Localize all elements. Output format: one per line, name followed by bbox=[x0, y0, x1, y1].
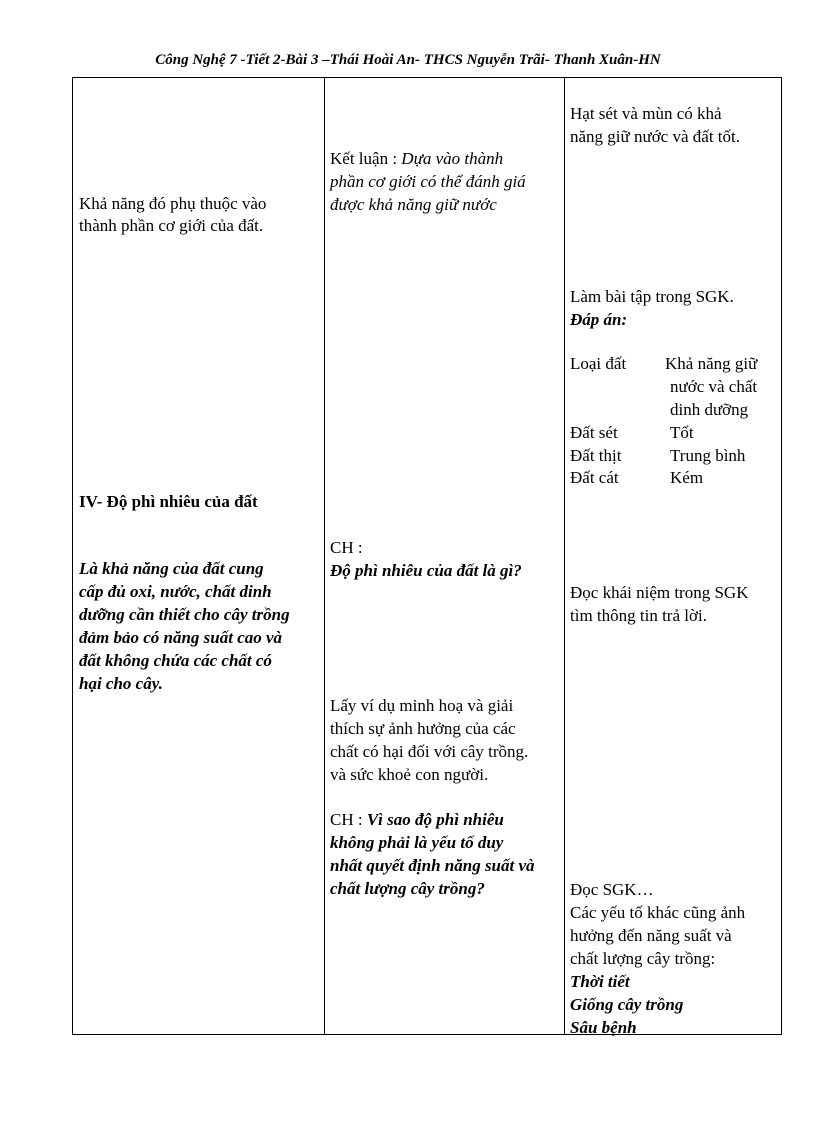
example-line-4: và sức khoẻ con người. bbox=[330, 765, 489, 784]
factors-line-3: chất lượng cây trồng: bbox=[570, 949, 716, 968]
clay-text-line-1: Hạt sét và mùn có khả bbox=[570, 104, 722, 123]
conclusion-line-2: phần cơ giới có thể đánh giá bbox=[330, 172, 526, 191]
example-line-3: chất có hại đối với cây trồng. bbox=[330, 742, 529, 761]
factor-weather: Thời tiết bbox=[570, 972, 630, 991]
example-line-1: Lấy ví dụ minh hoạ và giải bbox=[330, 696, 514, 715]
read-concept-line-1: Đọc khái niệm trong SGK bbox=[570, 583, 749, 602]
capacity-header-line-1: Khả năng giữ bbox=[665, 354, 758, 373]
soil-name-2: Đất thịt bbox=[570, 446, 622, 465]
column-divider-2 bbox=[564, 78, 565, 1034]
definition-line-4: đảm bảo có năng suất cao và bbox=[79, 628, 283, 647]
definition-line-3: dưỡng cần thiết cho cây trồng bbox=[79, 605, 290, 624]
factors-line-1: Các yếu tố khác cũng ảnh bbox=[570, 903, 746, 922]
question-1-text: Độ phì nhiêu của đất là gì? bbox=[330, 561, 522, 580]
factors-line-2: hưởng đến năng suất và bbox=[570, 926, 732, 945]
question-2-line-3: nhất quyết định năng suất và bbox=[330, 856, 535, 875]
ability-text-line-1: Khả năng đó phụ thuộc vào bbox=[79, 194, 267, 213]
question-2-line-1 bbox=[330, 809, 504, 831]
question-2-start: Vì sao độ phì nhiêu bbox=[366, 810, 504, 829]
definition-line-6: hại cho cây. bbox=[79, 674, 163, 693]
factor-variety: Giống cây trồng bbox=[570, 995, 684, 1014]
ability-text-line-2: thành phần cơ giới của đất. bbox=[79, 216, 264, 235]
section-heading: IV- Độ phì nhiêu của đất bbox=[79, 492, 258, 511]
soil-type-header: Loại đất bbox=[570, 354, 627, 373]
capacity-header-line-2: nước và chất bbox=[670, 377, 758, 396]
clay-text-line-2: năng giữ nước và đất tốt. bbox=[570, 127, 740, 146]
read-concept-line-2: tìm thông tin trả lời. bbox=[570, 606, 707, 625]
definition-line-1: Là khả năng của đất cung bbox=[79, 559, 264, 578]
exercise-text: Làm bài tập trong SGK. bbox=[570, 287, 734, 306]
example-line-2: thích sự ảnh hưởng của các bbox=[330, 719, 516, 738]
soil-value-1: Tốt bbox=[670, 423, 694, 442]
question-2-line-2: không phải là yếu tố duy bbox=[330, 833, 504, 852]
factor-pests: Sâu bệnh bbox=[570, 1018, 637, 1037]
soil-name-3: Đất cát bbox=[570, 468, 619, 487]
conclusion-label: Kết luận : bbox=[330, 149, 402, 168]
conclusion-line-3: được khả năng giữ nước bbox=[330, 195, 497, 214]
answer-label: Đáp án: bbox=[570, 310, 628, 329]
column-divider-1 bbox=[324, 78, 325, 1034]
conclusion-text: Dựa vào thành bbox=[401, 149, 504, 168]
question-2-label: CH : bbox=[330, 810, 367, 829]
soil-name-1: Đất sét bbox=[570, 423, 618, 442]
conclusion-line-1 bbox=[330, 148, 503, 170]
question-2-line-4: chất lượng cây trồng? bbox=[330, 879, 485, 898]
capacity-header-line-3: dinh dưỡng bbox=[670, 400, 749, 419]
definition-line-5: đất không chứa các chất có bbox=[79, 651, 272, 670]
page-header: Công Nghệ 7 -Tiết 2-Bài 3 –Thái Hoài An- THCS Nguyễn Trãi- Thanh Xuân-HN bbox=[155, 52, 661, 68]
question-1-label: CH : bbox=[330, 538, 363, 557]
definition-line-2: cấp đủ oxi, nước, chất dinh bbox=[79, 582, 272, 601]
soil-value-2: Trung bình bbox=[670, 446, 746, 465]
lesson-table bbox=[72, 77, 782, 1035]
read-sgk-text: Đọc SGK… bbox=[570, 880, 654, 899]
soil-value-3: Kém bbox=[670, 468, 704, 487]
